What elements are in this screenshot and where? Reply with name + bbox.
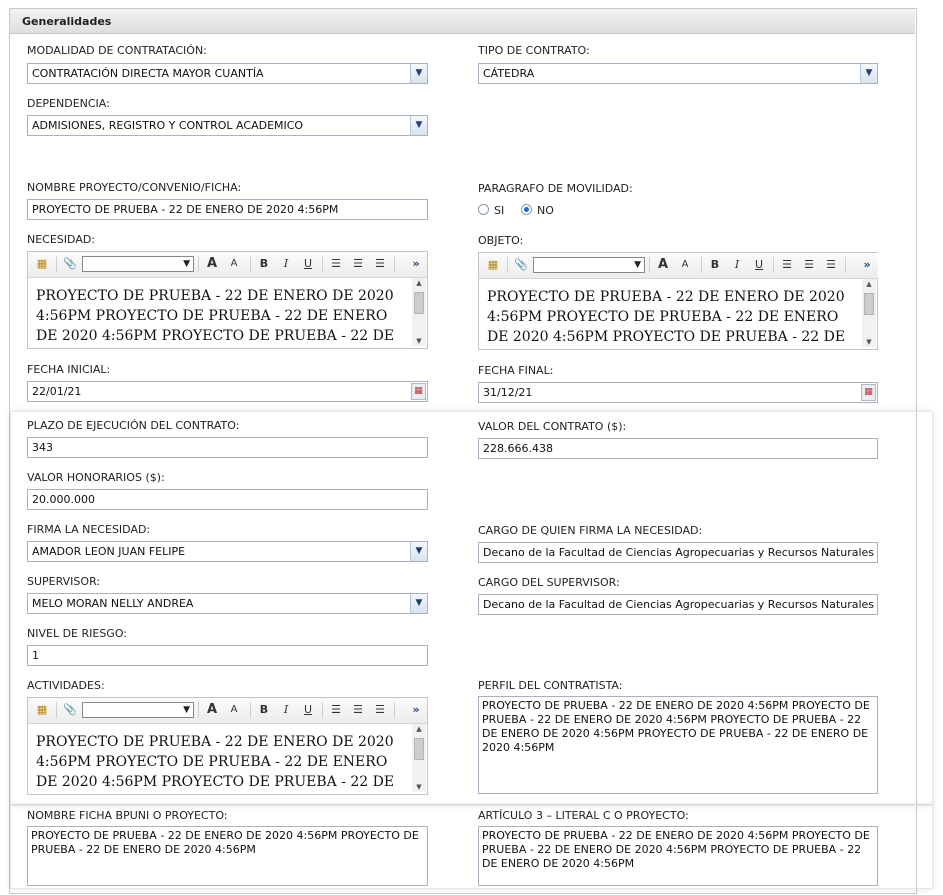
- font-select[interactable]: ▼: [82, 702, 194, 718]
- align-left-icon[interactable]: ☰: [331, 257, 341, 270]
- toolbar-separator: [198, 256, 199, 272]
- shrink-font-icon[interactable]: A: [230, 704, 238, 715]
- fecha-inicial-value: 22/01/21: [32, 385, 82, 398]
- scroll-thumb[interactable]: [864, 293, 874, 315]
- modalidad-value: CONTRATACIÓN DIRECTA MAYOR CUANTÍA: [32, 67, 264, 80]
- attach-icon[interactable]: 📎: [63, 703, 77, 716]
- scrollbar[interactable]: [412, 278, 426, 346]
- shrink-font-icon[interactable]: A: [230, 258, 238, 269]
- fecha-inicial-input[interactable]: [27, 381, 428, 402]
- align-left-icon[interactable]: ☰: [782, 258, 792, 271]
- fecha-final-input[interactable]: [478, 382, 878, 403]
- paragrafo-si-radio[interactable]: [478, 204, 489, 215]
- align-center-icon[interactable]: ☰: [353, 703, 363, 716]
- paste-icon[interactable]: ▦: [36, 703, 48, 716]
- toolbar-separator: [198, 702, 199, 718]
- underline-button[interactable]: U: [754, 258, 764, 271]
- scroll-up-icon[interactable]: ▲: [416, 725, 422, 733]
- firma-value: AMADOR LEON JUAN FELIPE: [32, 545, 186, 558]
- nombre-proyecto-input[interactable]: PROYECTO DE PRUEBA - 22 DE ENERO DE 2020 4:56PM: [27, 199, 428, 220]
- section-title: Generalidades: [10, 9, 915, 34]
- articulo-label: ARTÍCULO 3 – LITERAL C O PROYECTO:: [478, 809, 689, 822]
- necesidad-label: NECESIDAD:: [27, 233, 96, 246]
- objeto-content[interactable]: [487, 287, 857, 347]
- chevron-down-icon[interactable]: ▼: [410, 64, 427, 83]
- articulo-textarea[interactable]: PROYECTO DE PRUEBA - 22 DE ENERO DE 2020 4:56PM PROYECTO DE PRUEBA - 22 DE ENERO DE 2020 4:56PM PROYECTO DE PRUEBA - 22 DE ENERO DE 2020 4:56PM: [478, 826, 878, 886]
- actividades-editor[interactable]: [27, 697, 428, 795]
- fecha-inicial-label: FECHA INICIAL:: [27, 363, 111, 376]
- grow-font-icon[interactable]: A: [206, 702, 218, 717]
- supervisor-value: MELO MORAN NELLY ANDREA: [32, 597, 194, 610]
- calendar-icon[interactable]: ▦: [411, 383, 426, 400]
- fecha-final-value: 31/12/21: [483, 386, 533, 399]
- paste-icon[interactable]: ▦: [36, 257, 48, 270]
- shrink-font-icon[interactable]: A: [681, 259, 689, 270]
- necesidad-content[interactable]: [36, 286, 406, 346]
- grow-font-icon[interactable]: A: [657, 257, 669, 272]
- modalidad-label: MODALIDAD DE CONTRATACIÓN:: [27, 44, 207, 57]
- valor-honorarios-label: VALOR HONORARIOS ($):: [27, 471, 165, 484]
- dependencia-select[interactable]: [27, 115, 428, 136]
- italic-button[interactable]: I: [283, 257, 289, 270]
- tipo-contrato-value: CÁTEDRA: [483, 67, 535, 80]
- actividades-line: DE 2020 4:56PM PROYECTO DE PRUEBA - 22 DE: [36, 774, 395, 790]
- paragrafo-no-label: NO: [537, 204, 554, 217]
- scroll-up-icon[interactable]: ▲: [866, 280, 872, 288]
- necesidad-line: DE 2020 4:56PM PROYECTO DE PRUEBA - 22 DE: [36, 328, 395, 344]
- scroll-down-icon[interactable]: ▼: [416, 783, 422, 791]
- underline-button[interactable]: U: [303, 257, 313, 270]
- align-center-icon[interactable]: ☰: [353, 257, 363, 270]
- perfil-label: PERFIL DEL CONTRATISTA:: [478, 679, 623, 692]
- objeto-line: PROYECTO DE PRUEBA - 22 DE ENERO DE 2020: [487, 289, 845, 305]
- toolbar-separator: [773, 257, 774, 273]
- bold-button[interactable]: B: [259, 257, 269, 270]
- plazo-input[interactable]: 343: [27, 437, 428, 458]
- actividades-line: PROYECTO DE PRUEBA - 22 DE ENERO DE 2020: [36, 734, 394, 750]
- paragrafo-label: PARAGRAFO DE MOVILIDAD:: [478, 182, 633, 195]
- actividades-content[interactable]: [36, 732, 406, 792]
- tipo-contrato-label: TIPO DE CONTRATO:: [478, 44, 590, 57]
- modalidad-select[interactable]: [27, 63, 428, 84]
- nombre-ficha-label: NOMBRE FICHA BPUNI O PROYECTO:: [27, 809, 228, 822]
- objeto-line: DE 2020 4:56PM PROYECTO DE PRUEBA - 22 DE: [487, 329, 846, 345]
- scrollbar[interactable]: [412, 724, 426, 792]
- fecha-final-label: FECHA FINAL:: [478, 364, 554, 377]
- firma-select[interactable]: [27, 541, 428, 562]
- scroll-thumb[interactable]: [414, 292, 424, 314]
- editor-toolbar: [28, 252, 427, 278]
- nombre-proyecto-label: NOMBRE PROYECTO/CONVENIO/FICHA:: [27, 181, 242, 194]
- toolbar-separator: [394, 256, 395, 272]
- firma-label: FIRMA LA NECESIDAD:: [27, 523, 151, 536]
- toolbar-separator: [649, 257, 650, 273]
- supervisor-select[interactable]: [27, 593, 428, 614]
- align-right-icon[interactable]: ☰: [375, 703, 385, 716]
- nivel-riesgo-input[interactable]: 1: [27, 645, 428, 666]
- scroll-down-icon[interactable]: ▼: [866, 338, 872, 346]
- align-right-icon[interactable]: ☰: [375, 257, 385, 270]
- objeto-label: OBJETO:: [478, 234, 524, 247]
- font-select[interactable]: ▼: [533, 257, 645, 273]
- paragrafo-si-label: SI: [494, 204, 505, 217]
- bold-button[interactable]: B: [259, 703, 269, 716]
- necesidad-line: 4:56PM PROYECTO DE PRUEBA - 22 DE ENERO: [36, 308, 388, 324]
- cargo-firma-label: CARGO DE QUIEN FIRMA LA NECESIDAD:: [478, 524, 703, 537]
- scroll-up-icon[interactable]: ▲: [416, 279, 422, 287]
- tipo-contrato-select[interactable]: [478, 63, 878, 84]
- calendar-icon[interactable]: ▦: [861, 384, 876, 401]
- plazo-label: PLAZO DE EJECUCIÓN DEL CONTRATO:: [27, 419, 240, 432]
- actividades-label: ACTIVIDADES:: [27, 679, 105, 692]
- chevron-down-icon[interactable]: ▼: [410, 594, 427, 613]
- paragrafo-no-radio[interactable]: [521, 204, 532, 215]
- perfil-textarea[interactable]: PROYECTO DE PRUEBA - 22 DE ENERO DE 2020 4:56PM PROYECTO DE PRUEBA - 22 DE ENERO DE 2020 4:56PM PROYECTO DE PRUEBA - 22 DE ENERO DE 2020 4:56PM PROYECTO DE PRUEBA - 22 DE ENERO DE 2020 4:56PM: [478, 696, 878, 794]
- objeto-editor[interactable]: [478, 252, 878, 350]
- toolbar-separator: [394, 702, 395, 718]
- chevron-down-icon[interactable]: ▼: [410, 116, 427, 135]
- italic-button[interactable]: I: [283, 703, 289, 716]
- paste-icon[interactable]: ▦: [487, 258, 499, 271]
- scrollbar[interactable]: [862, 279, 876, 347]
- cargo-supervisor-label: CARGO DEL SUPERVISOR:: [478, 576, 620, 589]
- toolbar-separator: [507, 257, 508, 273]
- underline-button[interactable]: U: [303, 703, 313, 716]
- supervisor-label: SUPERVISOR:: [27, 575, 101, 588]
- editor-toolbar: [479, 253, 878, 279]
- valor-contrato-input[interactable]: 228.666.438: [478, 438, 878, 459]
- actividades-line: 4:56PM PROYECTO DE PRUEBA - 22 DE ENERO: [36, 754, 388, 770]
- dependencia-value: ADMISIONES, REGISTRO Y CONTROL ACADEMICO: [32, 119, 304, 132]
- toolbar-separator: [56, 256, 57, 272]
- attach-icon[interactable]: 📎: [63, 257, 77, 270]
- scroll-thumb[interactable]: [414, 738, 424, 760]
- toolbar-separator: [701, 257, 702, 273]
- align-center-icon[interactable]: ☰: [804, 258, 814, 271]
- toolbar-separator: [322, 256, 323, 272]
- nombre-ficha-textarea[interactable]: PROYECTO DE PRUEBA - 22 DE ENERO DE 2020 4:56PM PROYECTO DE PRUEBA - 22 DE ENERO DE 2020 4:56PM: [27, 826, 428, 886]
- cargo-supervisor-input[interactable]: Decano de la Facultad de Ciencias Agropecuarias y Recursos Naturales: [478, 594, 878, 615]
- valor-honorarios-input[interactable]: 20.000.000: [27, 489, 428, 510]
- necesidad-editor[interactable]: [27, 251, 428, 349]
- bold-button[interactable]: B: [710, 258, 720, 271]
- scroll-down-icon[interactable]: ▼: [416, 337, 422, 345]
- align-left-icon[interactable]: ☰: [331, 703, 341, 716]
- more-icon[interactable]: »: [412, 257, 420, 270]
- italic-button[interactable]: I: [734, 258, 740, 271]
- necesidad-line: PROYECTO DE PRUEBA - 22 DE ENERO DE 2020: [36, 288, 394, 304]
- toolbar-separator: [56, 702, 57, 718]
- more-icon[interactable]: »: [863, 258, 871, 271]
- valor-contrato-label: VALOR DEL CONTRATO ($):: [478, 420, 627, 433]
- toolbar-separator: [250, 702, 251, 718]
- toolbar-separator: [322, 702, 323, 718]
- dependencia-label: DEPENDENCIA:: [27, 97, 110, 110]
- font-select[interactable]: ▼: [82, 256, 194, 272]
- more-icon[interactable]: »: [412, 703, 420, 716]
- align-right-icon[interactable]: ☰: [826, 258, 836, 271]
- chevron-down-icon[interactable]: ▼: [860, 64, 877, 83]
- toolbar-separator: [250, 256, 251, 272]
- nivel-riesgo-label: NIVEL DE RIESGO:: [27, 627, 128, 640]
- objeto-line: 4:56PM PROYECTO DE PRUEBA - 22 DE ENERO: [487, 309, 839, 325]
- grow-font-icon[interactable]: A: [206, 256, 218, 271]
- chevron-down-icon[interactable]: ▼: [410, 542, 427, 561]
- cargo-firma-input[interactable]: Decano de la Facultad de Ciencias Agropecuarias y Recursos Naturales: [478, 542, 878, 563]
- editor-toolbar: [28, 698, 427, 724]
- toolbar-separator: [845, 257, 846, 273]
- attach-icon[interactable]: 📎: [514, 258, 528, 271]
